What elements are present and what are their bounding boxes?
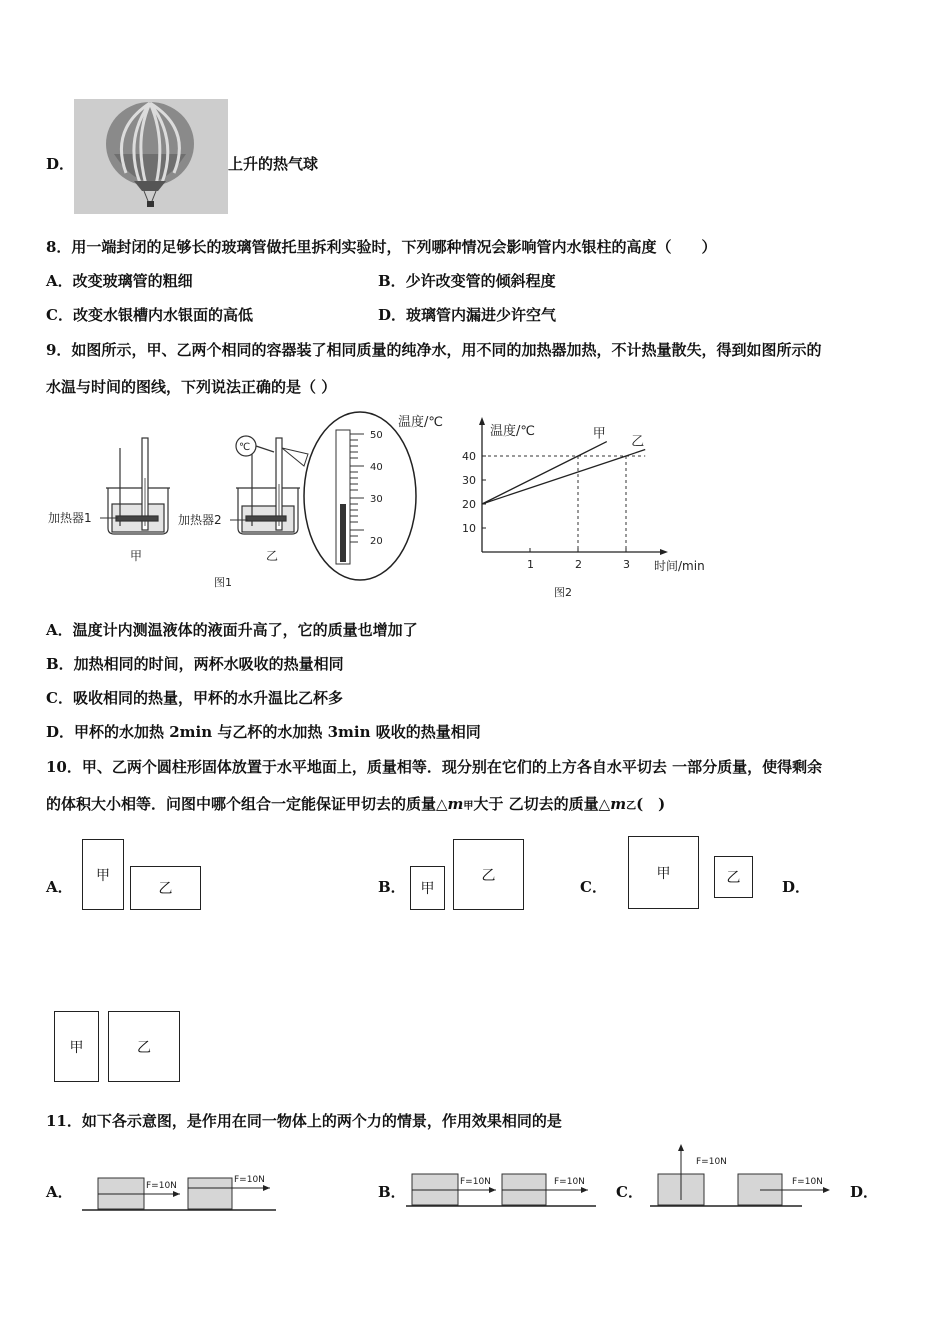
scale-20: 20 xyxy=(370,536,383,547)
q10-label-d: D． xyxy=(782,878,811,896)
q7-option-d-label: D． xyxy=(46,155,75,173)
force-label-b2: F=10N xyxy=(554,1177,585,1187)
scale-30: 30 xyxy=(370,494,383,505)
q10-c-jia: 甲 xyxy=(628,836,699,909)
y-axis-arrow xyxy=(479,417,485,425)
q10-c-yi: 乙 xyxy=(714,856,753,898)
thermo-unit-label: 温度/℃ xyxy=(398,415,443,430)
q9-option-b: B．加热相同的时间，两杯水吸收的热量相同 xyxy=(46,655,344,673)
force-label-c2: F=10N xyxy=(792,1177,823,1187)
beaker-yi-label: 乙 xyxy=(266,549,279,563)
y-axis-label: 温度/℃ xyxy=(490,424,535,439)
heater2-label: 加热器2 xyxy=(178,513,222,527)
q9-option-d: D．甲杯的水加热 2min 与乙杯的水加热 3min 吸收的热量相同 xyxy=(46,723,481,741)
degc-icon: ℃ xyxy=(239,442,251,453)
q10-b-jia: 甲 xyxy=(410,866,445,910)
heater1-label: 加热器1 xyxy=(48,511,92,525)
q9-stem-line2: 水温与时间的图线，下列说法正确的是（ ） xyxy=(46,378,337,396)
series-line-jia xyxy=(482,442,607,504)
q7-option-d-caption: 上升的热气球 xyxy=(228,155,319,173)
y-tick-label: 20 xyxy=(462,498,476,511)
q10-label-c: C． xyxy=(580,878,607,896)
y-tick-label: 10 xyxy=(462,522,476,535)
x-axis-label: 时间/min xyxy=(654,559,705,573)
x-tick-label: 3 xyxy=(623,558,630,571)
q10-label-b: B． xyxy=(378,878,406,896)
x-axis-arrow xyxy=(660,549,668,555)
beaker-jia-label: 甲 xyxy=(130,549,143,563)
x-tick-label: 1 xyxy=(527,558,534,571)
q11-figure-c xyxy=(648,1140,838,1212)
q9-figure-2-chart xyxy=(458,415,708,605)
force-label-a1: F=10N xyxy=(146,1181,177,1191)
series-label-jia: 甲 xyxy=(592,426,606,442)
q8-option-d: D．玻璃管内漏进少许空气 xyxy=(378,306,557,324)
hot-air-balloon-photo xyxy=(74,99,228,214)
q9-option-a: A．温度计内测温液体的液面升高了，它的质量也增加了 xyxy=(46,621,418,639)
q11-figure-a xyxy=(80,1166,280,1216)
series-label-yi: 乙 xyxy=(631,434,645,450)
q8-option-b: B．少许改变管的倾斜程度 xyxy=(378,272,556,290)
y-tick-label: 40 xyxy=(462,450,476,463)
q10-a-jia: 甲 xyxy=(82,839,124,910)
q10-stem-line2: 的体积大小相等．问图中哪个组合一定能保证甲切去的质量△m甲大于 乙切去的质量△m乙( ) xyxy=(46,795,666,813)
q11-label-d: D． xyxy=(850,1183,879,1201)
figure-2-caption: 图2 xyxy=(554,586,572,599)
q11-label-b: B． xyxy=(378,1183,406,1201)
q8-stem: 8．用一端封闭的足够长的玻璃管做托里拆利实验时，下列哪种情况会影响管内水银柱的高度（ ） xyxy=(46,238,717,256)
q8-option-a: A．改变玻璃管的粗细 xyxy=(46,272,193,290)
q11-stem: 11．如下各示意图，是作用在同一物体上的两个力的情景，作用效果相同的是 xyxy=(46,1112,562,1130)
series-line-yi xyxy=(482,450,645,504)
figure-1-caption: 图1 xyxy=(214,576,232,589)
y-tick-label: 30 xyxy=(462,474,476,487)
q11-label-c: C． xyxy=(616,1183,643,1201)
q11-label-a: A． xyxy=(46,1183,73,1201)
scale-50: 50 xyxy=(370,430,383,441)
q10-stem-line1: 10．甲、乙两个圆柱形固体放置于水平地面上，质量相等．现分别在它们的上方各自水平切去 一部分质量，使得剩余 xyxy=(46,758,823,776)
scale-40: 40 xyxy=(370,462,383,473)
q11-figure-b xyxy=(404,1166,604,1216)
q10-b-yi: 乙 xyxy=(453,839,524,910)
q9-option-c: C．吸收相同的热量，甲杯的水升温比乙杯多 xyxy=(46,689,343,707)
q9-stem-line1: 9．如图所示，甲、乙两个相同的容器装了相同质量的纯净水，用不同的加热器加热，不计热量散失，得到如图所示的 xyxy=(46,341,822,359)
force-label-a2: F=10N xyxy=(234,1175,265,1185)
q10-d-yi: 乙 xyxy=(108,1011,180,1082)
q10-d-jia: 甲 xyxy=(54,1011,99,1082)
q8-option-c: C．改变水银槽内水银面的高低 xyxy=(46,306,253,324)
q10-a-yi: 乙 xyxy=(130,866,201,910)
x-tick-label: 2 xyxy=(575,558,582,571)
force-label-b1: F=10N xyxy=(460,1177,491,1187)
q9-figure-1 xyxy=(46,408,466,598)
q10-label-a: A． xyxy=(46,878,73,896)
force-label-c1: F=10N xyxy=(696,1157,727,1167)
